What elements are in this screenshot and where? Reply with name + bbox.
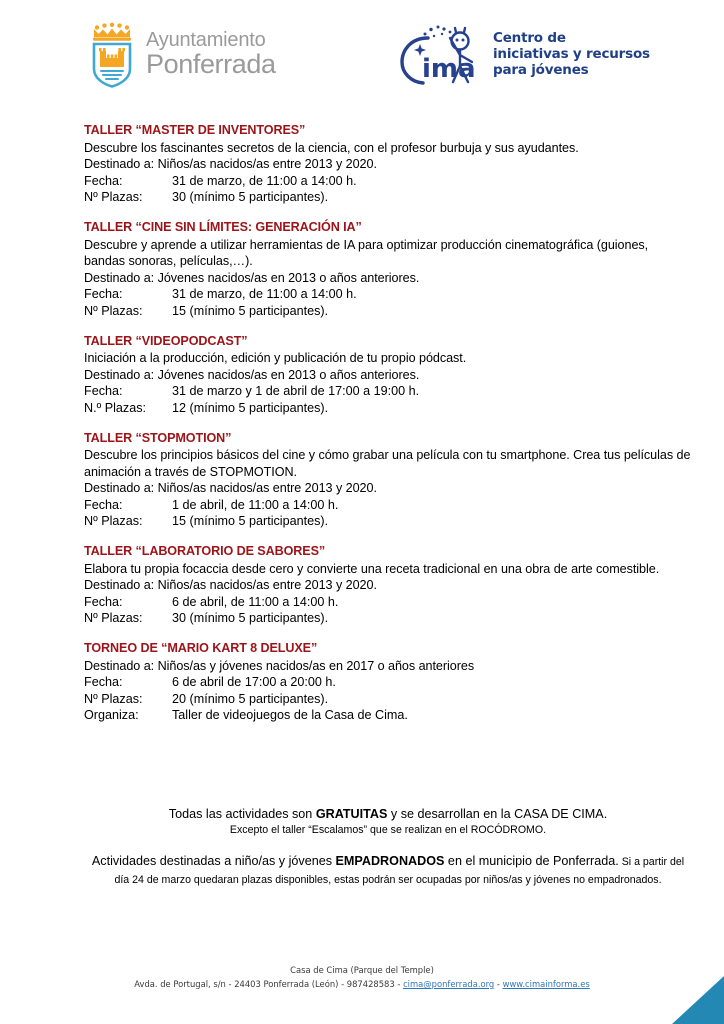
workshop-description: Descubre y aprende a utilizar herramientas de IA para optimizar producción cinematográfica (guiones, bandas sonoras, películas,…). (84, 237, 649, 269)
workshop-detail-row (84, 383, 692, 400)
workshop-detail-label: Nº Plazas: (84, 190, 143, 205)
workshop-detail-label: Fecha: (84, 173, 123, 188)
workshop-detail-value: 6 de abril, de 11:00 a 14:00 h. (172, 594, 339, 609)
workshop-title: TALLER “STOPMOTION” (84, 430, 232, 445)
ayuntamiento-ponferrada-logo (88, 22, 276, 88)
note-gratuitas-sub: Excepto el taller “Escalamos” que se realizan en el ROCÓDROMO. (229, 823, 547, 836)
workshop-detail-inline (84, 658, 692, 675)
workshop-detail-value: 12 (mínimo 5 participantes). (172, 400, 329, 415)
footer-email-link[interactable]: cima@ponferrada.org (403, 979, 495, 989)
ayuntamiento-line1: Ayuntamiento (146, 29, 266, 51)
cima-tagline-line1: Centro de (493, 30, 566, 47)
workshop-detail-inline (84, 480, 692, 497)
svg-text:ima: ima (422, 54, 476, 84)
cima-tagline (493, 31, 650, 79)
workshop-section (84, 543, 692, 627)
workshop-detail-value: 20 (mínimo 5 participantes). (172, 691, 329, 706)
workshop-detail-label: Fecha: (84, 497, 123, 512)
workshop-detail-value: 30 (mínimo 5 participantes). (172, 611, 329, 626)
workshop-description: Descubre los fascinantes secretos de la ciencia, con el profesor burbuja y sus ayudantes. (84, 140, 579, 155)
workshop-list (84, 122, 692, 724)
workshop-detail-row (84, 691, 692, 708)
workshop-detail-row (84, 707, 692, 724)
workshop-section (84, 219, 692, 320)
workshop-detail-label: Destinado a: (84, 270, 155, 285)
workshop-detail-row (84, 497, 692, 514)
footer-separator: - (494, 979, 503, 989)
workshop-detail-label: Fecha: (84, 287, 123, 302)
workshop-detail-value: Niños/as nacidos/as entre 2013 y 2020. (157, 481, 377, 496)
workshop-detail-label: Nº Plazas: (84, 514, 143, 529)
workshop-detail-label: Fecha: (84, 675, 123, 690)
workshop-detail-label: Nº Plazas: (84, 303, 143, 318)
footer-venue: Casa de Cima (Parque del Temple) (290, 965, 434, 975)
workshop-detail-value: Niños/as y jóvenes nacidos/as en 2017 o años anteriores (157, 658, 475, 673)
cima-star-child-icon (398, 22, 484, 88)
note-empadronados (84, 852, 692, 888)
cima-tagline-line2: iniciativas y recursos (493, 46, 650, 63)
ayuntamiento-wordmark (146, 30, 276, 80)
workshop-detail-row (84, 674, 692, 691)
workshop-title: TALLER “LABORATORIO DE SABORES” (84, 544, 326, 559)
workshop-detail-label: Destinado a: (84, 481, 155, 496)
corner-decoration-triangle (672, 976, 724, 1024)
note1-bold: GRATUITAS (315, 807, 388, 821)
workshop-section (84, 430, 692, 531)
workshop-detail-value: Jóvenes nacidos/as en 2013 o años anteriores. (157, 367, 420, 382)
note-gratuitas (84, 806, 692, 837)
workshop-detail-row (84, 400, 692, 417)
cima-logo (398, 22, 650, 88)
workshop-description: Iniciación a la producción, edición y publicación de tu propio pódcast. (84, 351, 467, 366)
workshop-detail-inline (84, 156, 692, 173)
workshop-detail-label: N.º Plazas: (84, 400, 146, 415)
workshop-detail-value: 30 (mínimo 5 participantes). (172, 190, 329, 205)
workshop-detail-row (84, 173, 692, 190)
notes-section (84, 806, 692, 903)
workshop-description: Descubre los principios básicos del cine y cómo grabar una película con tu smartphone. Crea tus películas de animación a través de STOPMOTION. (84, 448, 691, 479)
workshop-title: TALLER “CINE SIN LÍMITES: GENERACIÓN IA” (84, 219, 362, 234)
workshop-detail-row (84, 189, 692, 206)
note1-pre: Todas las actividades son (168, 807, 316, 821)
note2-bold: EMPADRONADOS (335, 854, 445, 868)
ponferrada-coat-of-arms-icon (88, 22, 136, 88)
workshop-detail-value: 31 de marzo, de 11:00 a 14:00 h. (172, 173, 357, 188)
ayuntamiento-line2: Ponferrada (146, 49, 276, 79)
footer-address-line (0, 977, 724, 991)
workshop-detail-value: Niños/as nacidos/as entre 2013 y 2020. (157, 578, 377, 593)
workshop-detail-value: 31 de marzo y 1 de abril de 17:00 a 19:00 h. (172, 384, 420, 399)
workshop-detail-label: Destinado a: (84, 578, 155, 593)
workshop-detail-value: 15 (mínimo 5 participantes). (172, 303, 329, 318)
document-footer (0, 963, 724, 991)
note2-pre: Actividades destinadas a niño/as y jóvenes (91, 854, 336, 868)
workshop-detail-inline (84, 367, 692, 384)
workshop-detail-label: Destinado a: (84, 367, 155, 382)
workshop-detail-row (84, 594, 692, 611)
workshop-detail-label: Destinado a: (84, 658, 155, 673)
footer-website-link[interactable]: www.cimainforma.es (502, 979, 590, 989)
workshop-detail-inline (84, 270, 692, 287)
workshop-detail-label: Nº Plazas: (84, 691, 143, 706)
footer-address-text: Avda. de Portugal, s/n - 24403 Ponferrada (León) - 987428583 - (134, 979, 404, 989)
workshop-detail-value: Niños/as nacidos/as entre 2013 y 2020. (157, 157, 377, 172)
workshop-detail-row (84, 286, 692, 303)
workshop-detail-value: 6 de abril de 17:00 a 20:00 h. (172, 675, 336, 690)
note2-sub: Si a partir del día 24 de marzo quedaran plazas disponibles, estas podrán ser ocupadas por niños/as y jóvenes no empadronados. (114, 856, 685, 886)
workshop-detail-value: 15 (mínimo 5 participantes). (172, 514, 329, 529)
workshop-detail-value: Jóvenes nacidos/as en 2013 o años anteriores. (157, 270, 420, 285)
workshop-detail-row (84, 610, 692, 627)
workshop-detail-value: 1 de abril, de 11:00 a 14:00 h. (172, 497, 339, 512)
workshop-detail-row (84, 513, 692, 530)
document-header (0, 0, 724, 110)
note2-post: en el municipio de Ponferrada. (444, 854, 619, 868)
workshop-detail-inline (84, 577, 692, 594)
note-empadronados-main (84, 852, 692, 888)
workshop-detail-value: Taller de videojuegos de la Casa de Cima. (172, 708, 408, 723)
workshop-section (84, 640, 692, 724)
workshop-title: TALLER “MASTER DE INVENTORES” (84, 123, 306, 137)
workshop-detail-label: Fecha: (84, 384, 123, 399)
note1-post: y se desarrollan en la CASA DE CIMA. (387, 807, 608, 821)
workshop-detail-label: Nº Plazas: (84, 611, 143, 626)
workshop-section (84, 333, 692, 417)
workshop-description: Elabora tu propia focaccia desde cero y convierte una receta tradicional en una obra de arte comestible. (84, 561, 660, 576)
workshop-detail-row (84, 303, 692, 320)
note-gratuitas-main (84, 806, 692, 823)
workshop-detail-label: Fecha: (84, 594, 123, 609)
workshop-section (84, 122, 692, 206)
workshop-title: TALLER “VIDEOPODCAST” (84, 333, 248, 348)
workshop-title: TORNEO DE “MARIO KART 8 DELUXE” (84, 641, 318, 656)
cima-tagline-line3: para jóvenes (493, 61, 589, 78)
workshop-detail-value: 31 de marzo, de 11:00 a 14:00 h. (172, 287, 357, 302)
workshop-detail-label: Destinado a: (84, 157, 155, 172)
workshop-detail-label: Organiza: (84, 708, 139, 723)
